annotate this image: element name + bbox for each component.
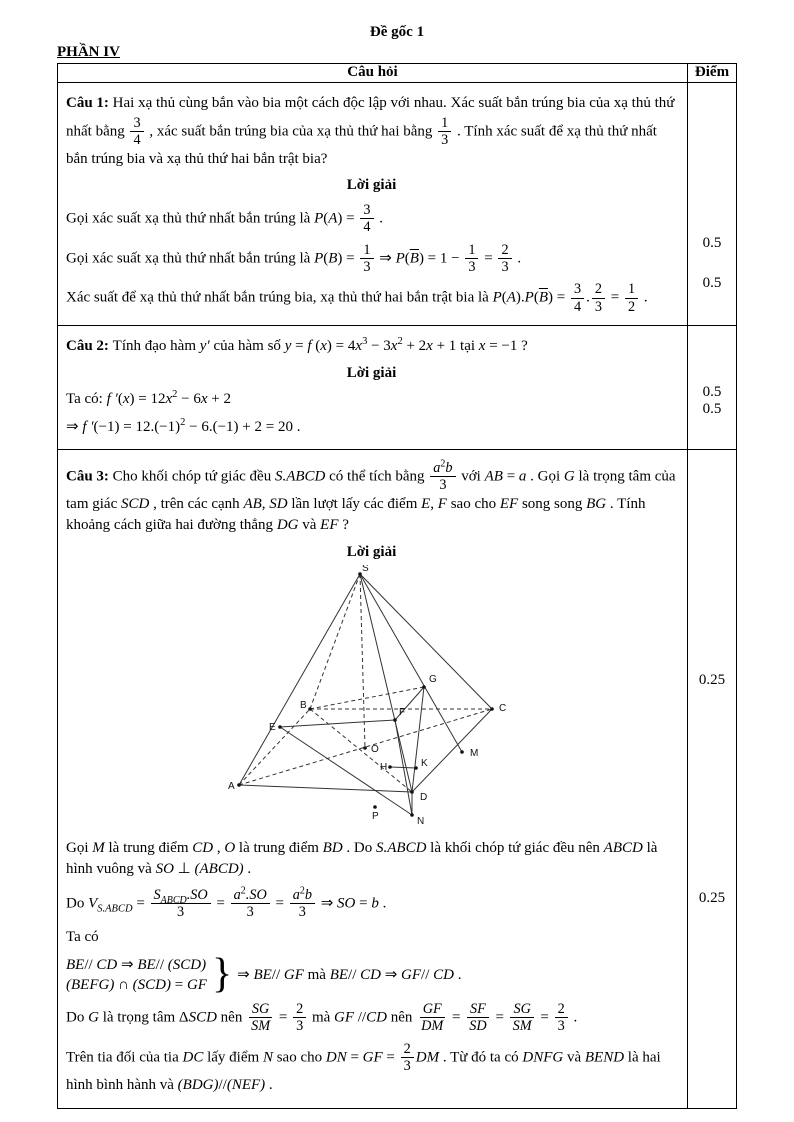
fraction: $\frac{2}{3}$ (293, 1001, 306, 1035)
figure-edge-AD (239, 785, 412, 792)
figure-edge-SD (360, 574, 412, 792)
figure-edge-BD (310, 706, 412, 792)
fraction: $\frac{1}{3}$ (360, 242, 373, 276)
question-cell (58, 83, 687, 325)
fraction: $\frac{2}{3}$ (401, 1041, 414, 1075)
figure-edge-DC (412, 709, 492, 792)
fraction: $\frac{SF}{SD}$ (466, 1001, 489, 1035)
figure-point-H (388, 765, 392, 769)
figure-label-B: B (299, 699, 307, 711)
fraction: $\frac{SG}{SM}$ (248, 1001, 273, 1035)
figure-point-B (308, 707, 312, 711)
fraction: $\frac{3}{4}$ (571, 281, 584, 315)
pyramid-figure-svg (222, 565, 522, 827)
text-line: Do G là trọng tâm ΔSCD nên $\frac{SG}{SM}$ = $\frac{2}{3}$ mà GF //CD nên $\frac{GF}{DM}$ = $\frac{SF}{SD}$ = $\frac{SG}{SM}$ = $\frac{2}{3}$ . (66, 1001, 578, 1035)
points-cell (687, 326, 736, 449)
question-row (58, 449, 736, 1108)
figure-label-M: M (469, 747, 478, 759)
fraction: $\frac{2}{3}$ (592, 281, 605, 315)
column-header-question: Câu hỏi (347, 64, 398, 80)
solution-heading: Lời giải (346, 544, 397, 560)
figure-label-H: H (379, 761, 387, 773)
points-value: 0.5 (702, 235, 722, 251)
figure-point-K (414, 766, 418, 770)
brace-icon: } (211, 950, 233, 997)
figure-point-N (410, 813, 414, 817)
figure-point-F (393, 718, 397, 722)
fraction: $\frac{3}{4}$ (130, 115, 143, 149)
fraction: $\frac{1}{3}$ (465, 242, 478, 276)
text-line: Ta có (66, 928, 99, 945)
points-value: 0.25 (698, 889, 726, 906)
fraction: $\frac{a^2b}{3}$ (290, 887, 315, 921)
text-line: Câu 3: Cho khối chóp tứ giác đều S.ABCD có thể tích bằng $\frac{a^2b}{3}$ với AB = a . Gọi G là trọng tâm của tam giác SCD , trên các cạnh AB, SD lần lượt lấy các điểm E, F sao cho EF song song BG . Tính khoảng cách giữa hai đường thẳng DG và EF ? (66, 458, 676, 534)
figure-edge-EF (280, 720, 395, 727)
system-conclusion: ⇒ BE// GF mà BE// CD ⇒ GF// CD . (237, 966, 462, 983)
question-cell (58, 326, 687, 449)
text-line: Gọi M là trung điểm CD , O là trung điểm BD . Do S.ABCD là khối chóp tứ giác đều nên ABCD là hình vuông và SO ⊥ (ABCD) . (66, 839, 658, 878)
question-row (58, 83, 736, 325)
figure-point-G (422, 685, 426, 689)
text-line: Gọi xác suất xạ thủ thứ nhất bắn trúng là P(B) = $\frac{1}{3}$ ⇒ $P(\overline{B}) = 1$ − $\frac{1}{3}$ = $\frac{2}{3}$ . (66, 241, 522, 275)
fraction: $\frac{SG}{SM}$ (510, 1001, 535, 1035)
points-cell (687, 450, 736, 1108)
section-heading: PHẦN IV (57, 44, 120, 60)
figure-edge-BG (310, 687, 424, 709)
system-lines (66, 955, 207, 996)
figure-edge-HK (390, 767, 416, 768)
question-cell (58, 450, 687, 1108)
system-line: (BEFG) ∩ (SCD) = GF (66, 976, 207, 993)
fraction: $\frac{GF}{DM}$ (421, 1001, 444, 1035)
exam-table (57, 63, 737, 1109)
question-rows (58, 83, 736, 1108)
text-line: Câu 1: Hai xạ thủ cùng bắn vào bia một cách độc lập với nhau. Xác suất bắn trúng bia của xạ thủ thứ nhất bằng $\frac{3}{4}$ , xác suất bắn trúng bia của xạ thủ thứ hai bằng $\frac{1}{3}$ . Tính xác suất để xạ thủ thứ nhất bắn trúng bia và xạ thủ thứ hai bắn trật bia? (66, 95, 675, 167)
fraction: $\frac{a^2.SO}{3}$ (231, 887, 270, 921)
fraction: $\frac{2}{3}$ (498, 242, 511, 276)
page-title: Đề gốc 1 (369, 24, 425, 40)
text-line: Trên tia đối của tia DC lấy điểm N sao cho DN = GF = $\frac{2}{3}$ DM . Từ đó ta có DNFG và BEND là hai hình bình hành và (BDG)//(NEF) . (66, 1040, 661, 1093)
figure-point-M (460, 750, 464, 754)
fraction: $\frac{2}{3}$ (555, 1001, 568, 1035)
figure-label-F: F (398, 706, 405, 718)
text-line: Do $V_{S.ABCD}$ = $\frac{S_{ABCD}.SO}{3}$ = $\frac{a^2.SO}{3}$ = $\frac{a^2b}{3}$ ⇒ SO = b . (66, 885, 387, 921)
table-header-row (58, 64, 736, 83)
text-line: ⇒ f $'(-1) = 12.(-1)^2 - 6.(-1) + 2 = 20$ . (66, 417, 301, 435)
figure-label-K: K (420, 757, 428, 769)
points-cell (687, 83, 736, 325)
figure-label-S: S (361, 564, 369, 574)
solution-heading: Lời giải (346, 177, 397, 194)
points-value: 0.5 (702, 401, 722, 417)
figure-point-D (410, 790, 414, 794)
figure-point-P (373, 805, 377, 809)
figure-point-E (278, 725, 282, 729)
text-line: Gọi xác suất xạ thủ thứ nhất bắn trúng là P(A) = $\frac{3}{4}$ . (66, 201, 384, 236)
figure-point-O (363, 746, 367, 750)
figure-edge-EN (280, 727, 412, 815)
figure-point-A (237, 783, 241, 787)
figure-edge-AB (239, 709, 310, 785)
equation-system (66, 950, 677, 997)
points-value: 0.5 (702, 384, 722, 400)
figure-label-G: G (428, 673, 437, 685)
figure-edge-SA (239, 574, 360, 785)
figure-label-E: E (268, 721, 276, 733)
figure-label-C: C (498, 702, 506, 714)
solution-heading: Lời giải (346, 364, 397, 381)
figure-edge-SB (310, 574, 360, 709)
geometry-figure (66, 565, 677, 832)
figure-edge-DG (412, 687, 424, 792)
fraction: $\frac{1}{2}$ (625, 281, 638, 315)
figure-point-C (490, 707, 494, 711)
fraction: $\frac{1}{3}$ (438, 115, 451, 149)
points-value: 0.5 (702, 275, 722, 291)
figure-label-O: O (370, 743, 379, 755)
figure-label-N: N (416, 815, 424, 827)
points-value: 0.25 (698, 671, 726, 688)
fraction: $\frac{S_{ABCD}.SO}{3}$ (151, 887, 211, 921)
text-line: Ta có: f $'(x) = 12x^2 - 6x + 2$ (66, 389, 231, 408)
fraction: $\frac{a^2b}{3}$ (430, 460, 455, 494)
system-line: BE// CD ⇒ BE// (SCD) (66, 956, 207, 973)
fraction: $\frac{3}{4}$ (360, 202, 373, 236)
figure-label-P: P (371, 810, 379, 822)
column-header-points: Điểm (687, 64, 736, 82)
text-line: Xác suất để xạ thủ thứ nhất bắn trúng bia, xạ thủ thứ hai bắn trật bia là $P(A).P(\overline{B})$ = $\frac{3}{4}$ . $\frac{2}{3}$ = $\frac{1}{2}$ . (66, 281, 648, 315)
text-line: Câu 2: Tính đạo hàm y′ của hàm số y = f $(x) = 4x^3 - 3x^2 + 2x + 1$ tại x = −1 ? (66, 336, 528, 354)
figure-label-D: D (419, 791, 427, 803)
figure-label-A: A (227, 780, 235, 792)
question-row (58, 325, 736, 449)
